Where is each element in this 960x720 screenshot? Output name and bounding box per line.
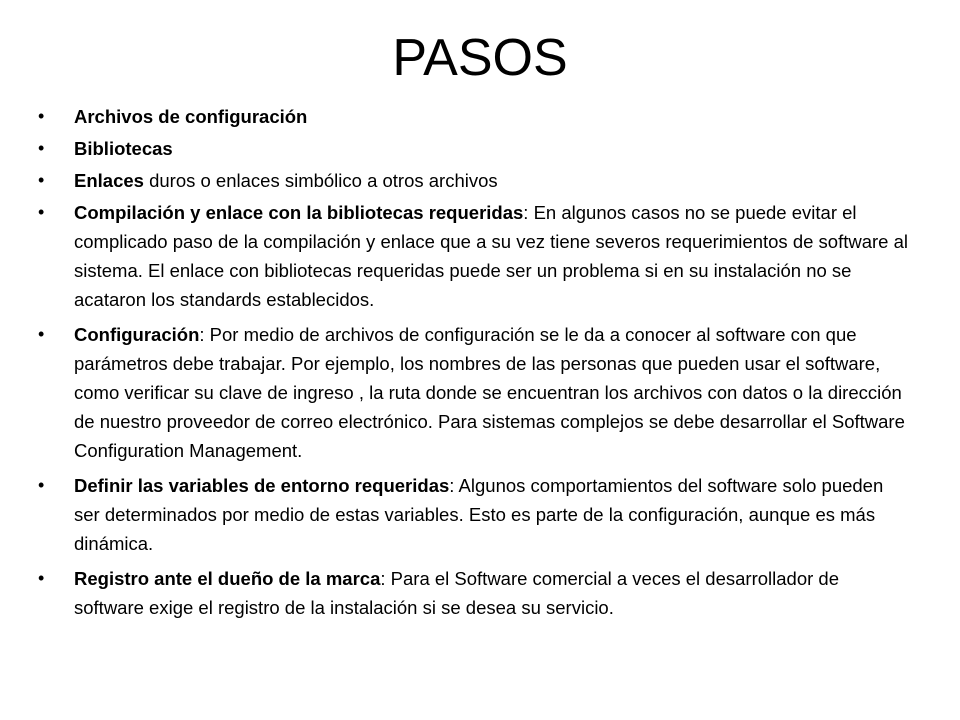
bullet-icon: • — [38, 138, 45, 158]
bullet-icon: • — [38, 106, 45, 126]
item-heading: Enlaces — [74, 170, 144, 191]
item-heading: Definir las variables de entorno requeridas — [74, 475, 450, 496]
bullet-icon: • — [38, 568, 45, 588]
list-item — [38, 564, 908, 622]
item-text: : En algunos casos no se puede evitar el complicado paso de la compilación y enlace que a su vez tiene severos requerimientos de software al sistema. El enlace con bibliotecas requeridas puede ser un problema si en su instalación no se acataron los standards establecidos. — [74, 202, 908, 310]
item-text: duros o enlaces simbólico a otros archivos — [143, 170, 498, 191]
item-heading: Bibliotecas — [74, 138, 173, 159]
bullet-icon: • — [38, 202, 45, 222]
list-item — [38, 320, 908, 465]
item-heading: Compilación y enlace con la bibliotecas requeridas — [74, 202, 524, 223]
bullet-icon: • — [38, 475, 45, 495]
list-item — [38, 102, 908, 131]
slide-title: PASOS — [392, 29, 568, 87]
bullet-list — [38, 102, 908, 628]
bullet-icon: • — [38, 324, 45, 344]
list-item — [38, 166, 908, 195]
item-heading: Archivos de configuración — [74, 106, 308, 127]
list-item — [38, 198, 908, 314]
bullet-icon: • — [38, 170, 45, 190]
item-heading: Registro ante el dueño de la marca — [74, 568, 381, 589]
list-item — [38, 471, 908, 558]
item-text: : Algunos comportamientos del software solo pueden ser determinados por medio de estas variables. Esto es parte de la configuración, aunque es más dinámica. — [74, 475, 884, 554]
item-heading: Configuración — [74, 324, 200, 345]
list-item — [38, 134, 908, 163]
item-text: : Para el Software comercial a veces el desarrollador de software exige el registro de la instalación si se desea su servicio. — [74, 568, 839, 618]
item-text: : Por medio de archivos de configuración se le da a conocer al software con que parámetros debe trabajar. Por ejemplo, los nombres de las personas que pueden usar el software, como verificar su clave de ingreso , la ruta donde se encuentran los archivos con datos o la dirección de nuestro proveedor de correo electrónico. Para sistemas complejos se debe desarrollar el Software Configuration Management. — [74, 324, 905, 461]
